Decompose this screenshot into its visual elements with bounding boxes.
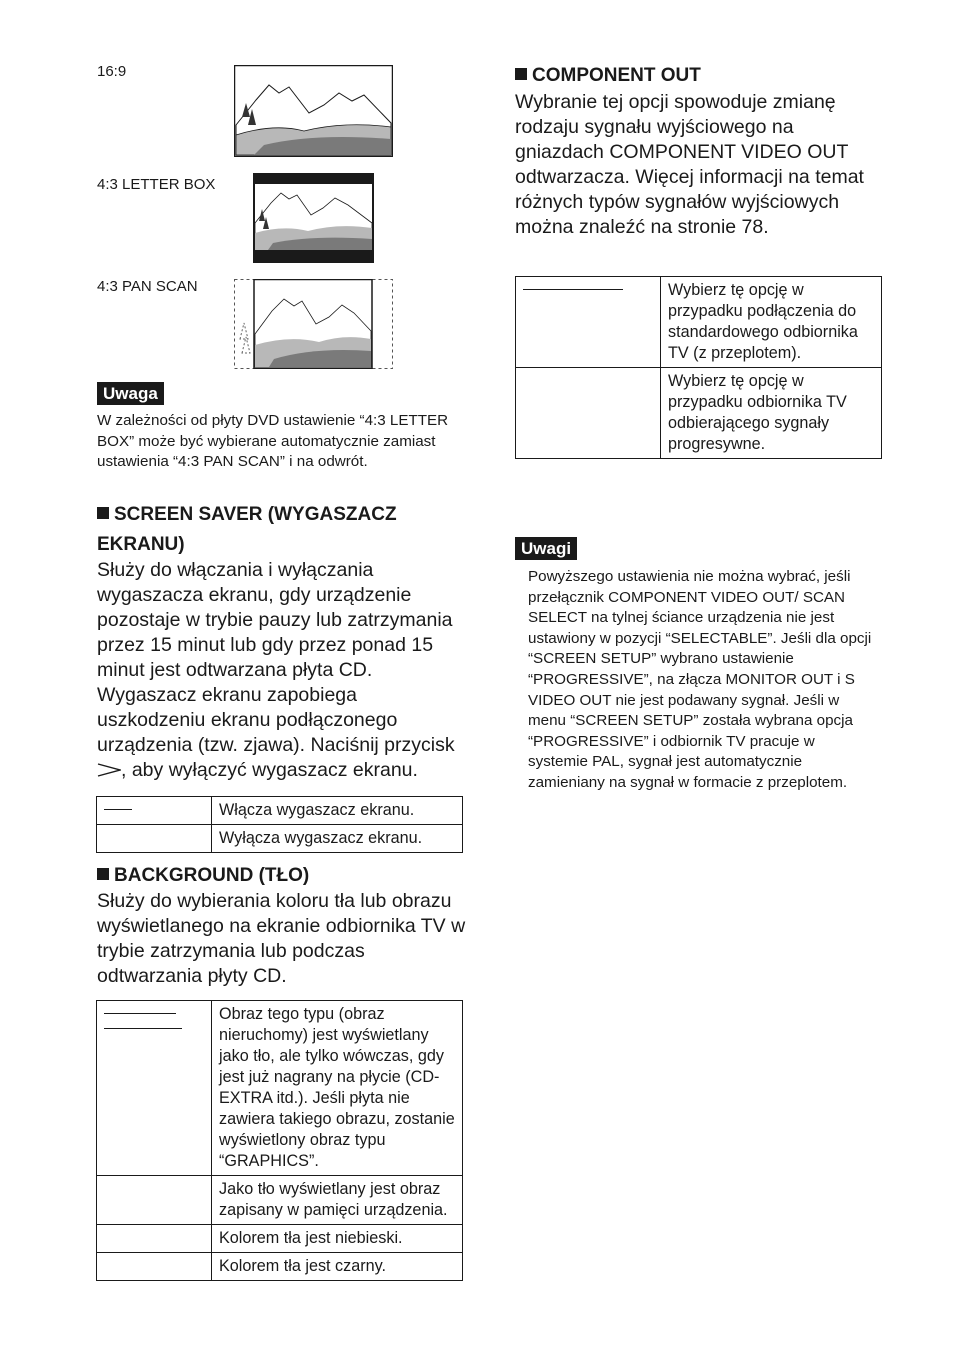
illustration-letterbox <box>253 173 374 263</box>
table-row <box>97 825 463 853</box>
component-out-body: Wybranie tej opcji spowoduje zmianę rodzaju sygnału wyjściowego na gniazdach COMPONENT VIDEO OUT odtwarzacza. Więcej informacji na temat różnych typów sygnałów wyjściowych można znaleźć na stronie 78. <box>515 91 864 238</box>
table-row <box>516 277 882 368</box>
square-bullet-icon <box>97 507 109 519</box>
table-row <box>97 1253 463 1281</box>
screen-saver-heading: SCREEN SAVER (WYGASZACZ EKRANU) <box>97 504 397 555</box>
note-text: W zależności od płyty DVD ustawienie “4:3 LETTER BOX” może być wybierane automatycznie zamiast ustawienia “4:3 PAN SCAN” i na odwrót. <box>97 412 449 471</box>
description-cell: Obraz tego typu (obraz nieruchomy) jest wyświetlany jako tło, ale tylko wówczas, gdy jest już nagrany na płycie (CD-EXTRA itd.). Jeśli płyta nie zawiera takiego obrazu, zostanie wyświetlony obraz typu “GRAPHICS”. <box>212 1001 463 1176</box>
table-row <box>97 1001 463 1176</box>
play-icon <box>97 763 121 777</box>
notes-badge: Uwagi <box>515 537 577 560</box>
label-panscan: 4:3 PAN SCAN <box>97 278 198 295</box>
description-cell: Kolorem tła jest czarny. <box>212 1253 463 1281</box>
description-cell: Wybierz tę opcję w przypadku odbiornika TV odbierającego sygnały progresywne. <box>661 368 882 459</box>
note-badge: Uwaga <box>97 382 164 405</box>
option-cell <box>97 1001 212 1176</box>
table-row <box>97 1225 463 1253</box>
illustration-16-9 <box>234 65 393 157</box>
label-16-9: 16:9 <box>97 63 127 80</box>
option-cell <box>97 825 212 853</box>
notes-text: Powyższego ustawienia nie można wybrać, jeśli przełącznik COMPONENT VIDEO OUT/ SCAN SELECT na tylnej ściance urządzenia nie jest ustawiony w pozycji “SELECTABLE”. Jeśli dla opcji “SCREEN SETUP” wybrano ustawienie “PROGRESSIVE”, na złącza MONITOR OUT i S VIDEO OUT nie jest podawany sygnał. Jeśli w menu “SCREEN SETUP” została wybrana opcja “PROGRESSIVE” i odbiornik TV pracuje w systemie PAL, sygnał jest automatycznie zamieniany na sygnał w formacie z przeplotem. <box>528 568 872 791</box>
screen-saver-table <box>96 796 463 853</box>
illustration-panscan <box>234 279 393 369</box>
description-cell: Wyłącza wygaszacz ekranu. <box>212 825 463 853</box>
description-cell: Włącza wygaszacz ekranu. <box>212 797 463 825</box>
option-cell <box>516 368 661 459</box>
screen-saver-body: Służy do włączania i wyłączania wygaszacza ekranu, gdy urządzenie pozostaje w trybie pauzy lub zatrzymania przez 15 minut lub gdy przez ponad 15 minut jest odtwarzana płyta CD. Wygaszacz ekranu zapobiega uszkodzeniu ekranu podłączonego urządzenia (tzw. zjawa). Naciśnij przycisk , aby wyłączyć wygaszacz ekranu. <box>97 559 455 781</box>
component-out-heading: COMPONENT OUT <box>515 61 701 91</box>
background-table <box>96 1000 463 1281</box>
description-cell: Kolorem tła jest niebieski. <box>212 1225 463 1253</box>
option-cell <box>516 277 661 368</box>
description-cell: Jako tło wyświetlany jest obraz zapisany w pamięci urządzenia. <box>212 1176 463 1225</box>
option-cell <box>97 1253 212 1281</box>
square-bullet-icon <box>97 868 109 880</box>
background-heading: BACKGROUND (TŁO) <box>97 861 309 891</box>
option-cell <box>97 797 212 825</box>
component-out-table <box>515 276 882 459</box>
table-row <box>97 797 463 825</box>
label-letterbox: 4:3 LETTER BOX <box>97 176 216 193</box>
option-cell <box>97 1225 212 1253</box>
option-cell <box>97 1176 212 1225</box>
description-cell: Wybierz tę opcję w przypadku podłączenia do standardowego odbiornika TV (z przeplotem). <box>661 277 882 368</box>
table-row <box>97 1176 463 1225</box>
table-row <box>516 368 882 459</box>
background-body: Służy do wybierania koloru tła lub obrazu wyświetlanego na ekranie odbiornika TV w trybie zatrzymania lub podczas odtwarzania płyty CD. <box>97 890 466 987</box>
square-bullet-icon <box>515 68 527 80</box>
